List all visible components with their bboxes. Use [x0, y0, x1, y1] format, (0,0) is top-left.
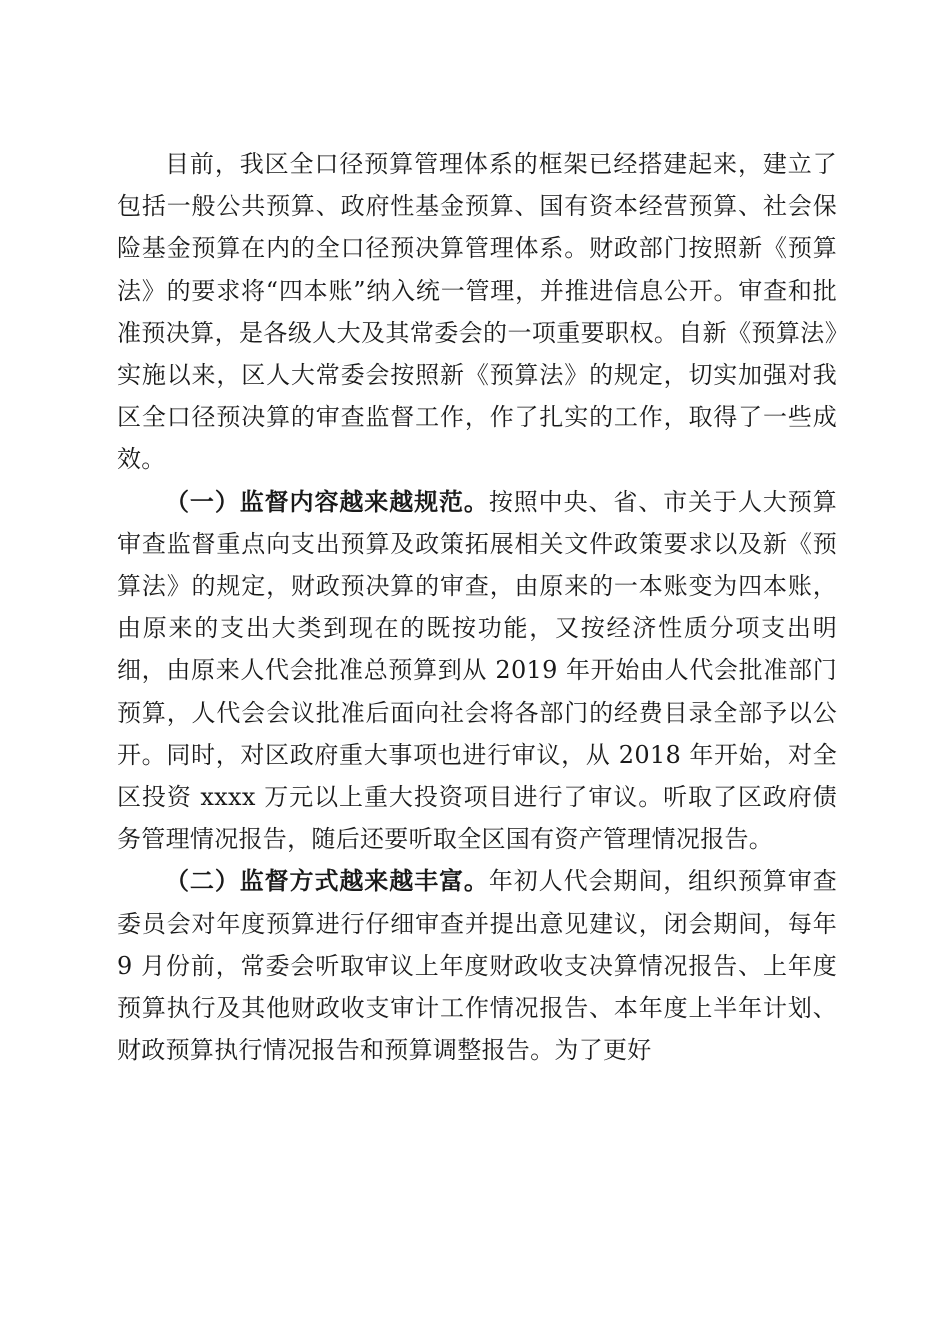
- paragraph-text: 按照中央、省、市关于人大预算审查监督重点向支出预算及政策拓展相关文件政策要求以及新《预算法》的规定，财政预决算的审查，由原来的一本账变为四本账，由原来的支出大类到现在的既按功能，又按经济性质分项支出明细，由原来人代会批准总预算到从 2019 年开始由人代会批准部门预算，人代会会议批准后面向社会将各部门的经费目录全部予以公开。同时，对区政府重大事项也进行审议，从 2018 年开始，对全区投资 xxxx 万元以上重大投资项目进行了审议。听取了区政府债务管理情况报告，随后还要听取全区国有资产管理情况报告。: [117, 487, 838, 854]
- paragraph-intro: [117, 143, 837, 481]
- paragraph-section-2: [117, 860, 837, 1071]
- paragraph-text: 目前，我区全口径预算管理体系的框架已经搭建起来，建立了包括一般公共预算、政府性基金预算、国有资本经营预算、社会保险基金预算在内的全口径预决算管理体系。财政部门按照新《预算法》的要求将“四本账”纳入统一管理，并推进信息公开。审查和批准预决算，是各级人大及其常委会的一项重要职权。自新《预算法》实施以来，区人大常委会按照新《预算法》的规定，切实加强对我区全口径预决算的审查监督工作，作了扎实的工作，取得了一些成效。: [117, 150, 837, 474]
- paragraph-section-1: [117, 481, 837, 861]
- paragraph-text: 年初人代会期间，组织预算审查委员会对年度预算进行仔细审查并提出意见建议，闭会期间，每年 9 月份前，常委会听取审议上年度财政收支决算情况报告、上年度预算执行及其他财政收支审计工作情况报告、本年度上半年计划、财政预算执行情况报告和预算调整报告。为了更好: [117, 867, 838, 1065]
- section-heading-2: （二）监督方式越来越丰富。: [165, 866, 489, 896]
- section-heading-1: （一）监督内容越来越规范。: [165, 486, 489, 516]
- document-body: [117, 143, 837, 1071]
